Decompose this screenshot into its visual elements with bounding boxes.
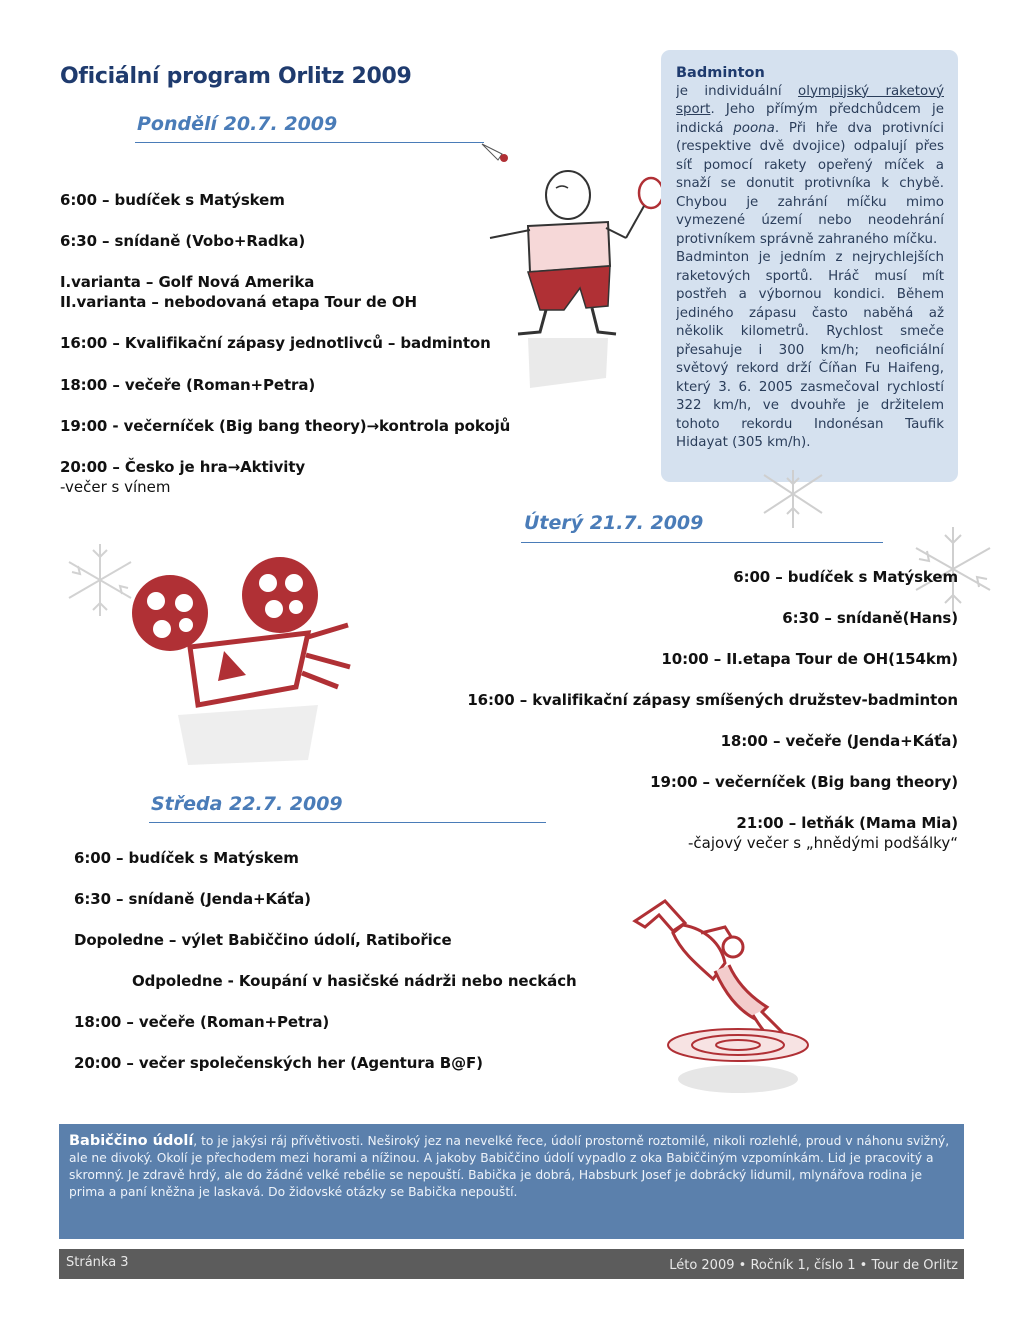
issue-number: Ročník 1, číslo 1 xyxy=(750,1258,856,1273)
sidebar-text-em: poona xyxy=(733,120,775,136)
badminton-player-illustration xyxy=(468,138,668,408)
monday-note: -večer s vínem xyxy=(60,478,171,496)
tuesday-item: 19:00 – večerníček (Big bang theory) xyxy=(650,773,958,791)
tuesday-item: 18:00 – večeře (Jenda+Káťa) xyxy=(720,732,958,750)
wednesday-item: 6:30 – snídaně (Jenda+Káťa) xyxy=(74,890,311,908)
sidebar-text-run: . Jeho přímým předchůdcem je indická xyxy=(676,102,944,136)
snowflake-icon xyxy=(752,470,834,528)
wednesday-item: 6:00 – budíček s Matýskem xyxy=(74,849,299,867)
sidebar-link-olympic-sport[interactable]: olympijský raketový sport xyxy=(676,83,944,117)
wednesday-heading: Středa 22.7. 2009 xyxy=(151,793,343,815)
wednesday-item: Odpoledne - Koupání v hasičské nádrži nebo neckách xyxy=(132,972,577,990)
box-lead: Babiččino údolí xyxy=(69,1133,194,1149)
sidebar-text-run: je individuální xyxy=(676,83,799,99)
sidebar-title: Badminton xyxy=(676,65,765,81)
tuesday-note: -čajový večer s „hnědými podšálky“ xyxy=(688,834,958,852)
diver-illustration xyxy=(625,893,815,1118)
babiccino-udoli-box xyxy=(59,1124,964,1239)
wednesday-item: 20:00 – večer společenských her (Agentura B@F) xyxy=(74,1054,483,1072)
monday-heading: Pondělí 20.7. 2009 xyxy=(137,113,338,135)
box-body: , to je jakýsi ráj přívětivosti. Neširoký jez na nevelké řece, údolí prostorně roztomilé, nikoli rozlehlé, proud v náhonu svižný, ale ne divoký. Okolí je přechodem mezi horami a nížinou. A jakoby Babiččino údolí vypadlo z oka Babiččiným vzpomínkám. Lid je pracovitý a skromný. Je zdravě hrdý, ale do žádné velké rebélie se nepouští. Babička je dobrá, Habsburk Josef je dobrácký lidumil, mlynářova rodina je prima a paní kněžna je laskavá. Do židovské otázky se Babička nepouští. xyxy=(69,1134,950,1199)
badminton-sidebar xyxy=(661,50,958,482)
monday-item: I.varianta – Golf Nová Amerika xyxy=(60,273,315,291)
tuesday-item: 6:00 – budíček s Matýskem xyxy=(733,568,958,586)
shuttlecock-icon xyxy=(482,144,508,162)
issue-season: Léto 2009 xyxy=(669,1258,735,1273)
monday-item: 6:30 – snídaně (Vobo+Radka) xyxy=(60,232,306,250)
monday-item: 6:00 – budíček s Matýskem xyxy=(60,191,285,209)
tuesday-rule xyxy=(521,542,883,543)
monday-item: 18:00 – večeře (Roman+Petra) xyxy=(60,376,316,394)
page-number: Stránka 3 xyxy=(66,1255,129,1270)
sidebar-text xyxy=(676,64,944,468)
page-footer-bar xyxy=(59,1249,964,1279)
monday-item: 20:00 – Česko je hra→Aktivity xyxy=(60,458,306,476)
monday-item: 19:00 - večerníček (Big bang theory)→kontrola pokojů xyxy=(60,417,511,435)
tuesday-item: 21:00 – letňák (Mama Mia) xyxy=(736,814,958,832)
issue-info: Léto 2009 • Ročník 1, číslo 1 • Tour de Orlitz xyxy=(669,1258,958,1273)
wednesday-rule xyxy=(149,822,546,823)
tuesday-item: 6:30 – snídaně(Hans) xyxy=(782,609,958,627)
tuesday-item: 16:00 – kvalifikační zápasy smíšených družstev-badminton xyxy=(467,691,958,709)
babiccino-udoli-text xyxy=(69,1133,954,1201)
sidebar-paragraph-2: Badminton je jedním z nejrychlejších raketových sportů. Hráč musí mít postřeh a výbornou kondici. Během jediného zápasu často naběhá až několik kilometrů. Rychlost smeče přesahuje i 300 km/h; neoficiální světový rekord drží Číňan Fu Haifeng, který 3. 6. 2005 zasmečoval rychlostí 322 km/h, ve dvouhře je držitelem tohoto rekordu Indonésan Taufik Hidayat (305 km/h). xyxy=(676,250,944,450)
film-projector-illustration xyxy=(128,555,353,770)
issue-name: Tour de Orlitz xyxy=(871,1258,958,1273)
wednesday-item: Dopoledne – výlet Babiččino údolí, Ratibořice xyxy=(74,931,452,949)
page-title: Oficiální program Orlitz 2009 xyxy=(60,64,412,89)
tuesday-item: 10:00 – II.etapa Tour de OH(154km) xyxy=(661,650,958,668)
monday-item: 16:00 – Kvalifikační zápasy jednotlivců – badminton xyxy=(60,334,491,352)
sidebar-paragraph-1 xyxy=(676,83,944,250)
monday-rule xyxy=(135,142,484,143)
tuesday-heading: Úterý 21.7. 2009 xyxy=(524,512,704,534)
monday-item: II.varianta – nebodovaná etapa Tour de OH xyxy=(60,293,417,311)
wednesday-item: 18:00 – večeře (Roman+Petra) xyxy=(74,1013,330,1031)
sidebar-text-run: . Při hře dva protivníci (respektive dvě dvojice) odpalují přes síť pomocí rakety opeřený míček a snaží se donutit protivníka k chybě. Chybou je zahrání míčku mimo vymezené území nebo neodehrání protivníkem správně zahraného míčku. xyxy=(676,120,944,247)
